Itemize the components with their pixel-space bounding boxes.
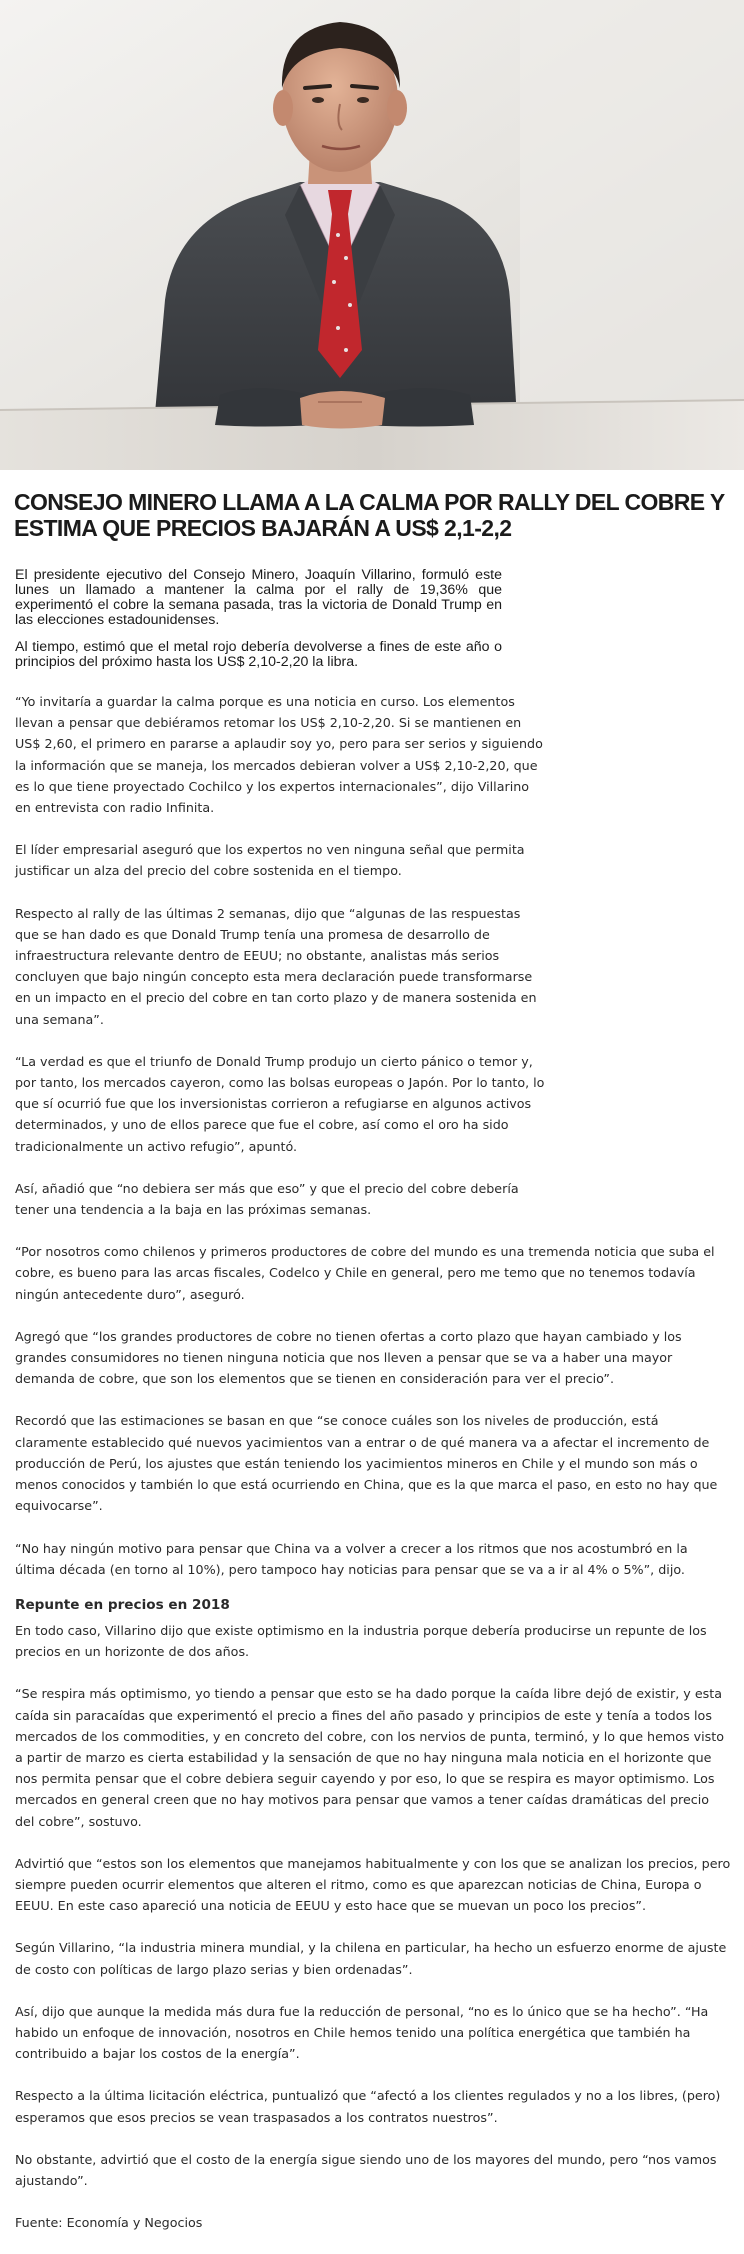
body-paragraph: “No hay ningún motivo para pensar que China va a volver a crecer a los ritmos que nos acostumbró en la última década (en torno al 10%), pero tampoco hay noticias para pensar que se va a ir al 4% o 5%”, dijo. bbox=[15, 1540, 688, 1577]
lead-paragraph: El presidente ejecutivo del Consejo Minero, Joaquín Villarino, formuló este lunes un llamado a mantener la calma por el rally de 19,36% que experimentó el cobre la semana pasada, tras la victoria de Donald Trump en las elecciones estadounidenses. bbox=[15, 567, 502, 628]
body-paragraph: “Por nosotros como chilenos y primeros productores de cobre del mundo es una tremenda noticia que suba el cobre, es bueno para las arcas fiscales, Codelco y Chile en general, pero me temo que no tenemos todavía ningún antecedente duro”, aseguró. bbox=[15, 1244, 715, 1302]
section-subheading: Repunte en precios en 2018 bbox=[15, 1596, 230, 1613]
body-paragraph: Agregó que “los grandes productores de cobre no tienen ofertas a corto plazo que hayan cambiado y los grandes consumidores no tienen ninguna noticia que nos lleven a pensar que se va a haber una mayor demanda de cobre, que son los elementos que se tienen en consideración para ver el precio”. bbox=[15, 1328, 682, 1387]
body-paragraph: Respecto al rally de las últimas 2 semanas, dijo que “algunas de las respuestas que se han dado es que Donald Trump tenía una promesa de desarrollo de infraestructura relevante dentro de EEUU; no obstante, analistas más serios concluyen que bajo ningún concepto esta mera declaración puede transformarse en un impacto en el precio del cobre en tan corto plazo y de manera sostenida en una semana”. bbox=[15, 905, 537, 1027]
article-body bbox=[15, 691, 731, 2254]
body-paragraph: Así, añadió que “no debiera ser más que eso” y que el precio del cobre debería tener una tendencia a la baja en las próximas semanas. bbox=[15, 1180, 519, 1218]
body-paragraph: Así, dijo que aunque la medida más dura fue la reducción de personal, “no es lo único que se ha hecho”. “Ha habido un enfoque de innovación, nosotros en Chile hemos tenido una política energética que también ha contribuido a bajar los costos de la energía”. bbox=[15, 2003, 709, 2062]
body-paragraph: El líder empresarial aseguró que los expertos no ven ninguna señal que permita justificar un alza del precio del cobre sostenida en el tiempo. bbox=[15, 842, 525, 879]
body-paragraph: Respecto a la última licitación eléctrica, puntualizó que “afectó a los clientes regulados y no a los libres, (pero) esperamos que esos precios se vean traspasados a los contratos nuestros”. bbox=[15, 2088, 721, 2125]
body-paragraph: “Yo invitaría a guardar la calma porque es una noticia en curso. Los elementos llevan a pensar que debiéramos retomar los US$ 2,10-2,20. Si se mantienen en US$ 2,60, el primero en pararse a aplaudir soy yo, pero para ser serios y siguiendo la información que se maneja, los mercados debieran volver a US$ 2,10-2,20, que es lo que tiene proyectado Cochilco y los expertos internacionales”, dijo Villarino en entrevista con radio Infinita. bbox=[15, 694, 543, 816]
article-photo bbox=[0, 0, 744, 470]
body-paragraph: “Se respira más optimismo, yo tiendo a pensar que esto se ha dado porque la caída libre dejó de existir, y esta caída sin paracaídas que experimentó el precio a fines del año pasado y principios de este y tenía a todos los mercados de los commodities, y en concreto del cobre, con los nervios de punta, terminó, y lo que hemos visto a partir de marzo es cierta estabilidad y la sensación de que no hay ninguna mala noticia en el horizonte que nos permita pensar que el cobre debiera seguir cayendo y por eso, lo que se respira es mayor optimismo. Los mercados en general creen que no hay motivos para pensar que vamos a tener caídas dramáticas del precio del cobre”, sostuvo. bbox=[15, 1686, 725, 1829]
body-paragraph: Advirtió que “estos son los elementos que manejamos habitualmente y con los que se analizan los precios, pero siempre pueden ocurrir elementos que alteren el ritmo, como es que aparezcan noticias de China, Europa o EEUU. En este caso apareció una noticia de EEUU y esto hace que se muevan un poco los precios”. bbox=[15, 1855, 731, 1914]
article-lead bbox=[15, 568, 502, 682]
article-source: Fuente: Economía y Negocios bbox=[15, 2215, 203, 2231]
body-paragraph: No obstante, advirtió que el costo de la energía sigue siendo uno de los mayores del mundo, pero “nos vamos ajustando”. bbox=[15, 2151, 717, 2188]
body-paragraph: En todo caso, Villarino dijo que existe optimismo en la industria porque debería producirse un repunte de los precios en un horizonte de dos años. bbox=[15, 1622, 707, 1660]
lead-paragraph: Al tiempo, estimó que el metal rojo debería devolverse a fines de este año o principios del próximo hasta los US$ 2,10-2,20 la libra. bbox=[15, 639, 502, 670]
body-paragraph: “La verdad es que el triunfo de Donald Trump produjo un cierto pánico o temor y, por tanto, los mercados cayeron, como las bolsas europeas o Japón. Por lo tanto, lo que sí ocurrió fue que los inversionistas corrieron a refugiarse en algunos activos determinados, y uno de ellos parece que fue el cobre, así como el oro ha sido tradicionalmente un activo refugio”, apuntó. bbox=[15, 1053, 545, 1154]
body-paragraph: Recordó que las estimaciones se basan en que “se conoce cuáles son los niveles de producción, está claramente establecido qué nuevos yacimientos van a entrar o de qué manera va a afectar el incremento de producción de Perú, los ajustes que están teniendo los yacimientos mineros en Chile y el mundo son más o menos conocidos y también lo que está ocurriendo en China, que es la que marca el paso, en esto no hay que equivocarse”. bbox=[15, 1413, 718, 1514]
article-headline: CONSEJO MINERO LLAMA A LA CALMA POR RALLY DEL COBRE Y ESTIMA QUE PRECIOS BAJARÁN A US$ 2,1-2,2 bbox=[14, 489, 725, 541]
body-paragraph: Según Villarino, “la industria minera mundial, y la chilena en particular, ha hecho un esfuerzo enorme de ajuste de costo con políticas de largo plazo serias y bien ordenadas”. bbox=[15, 1940, 727, 1977]
